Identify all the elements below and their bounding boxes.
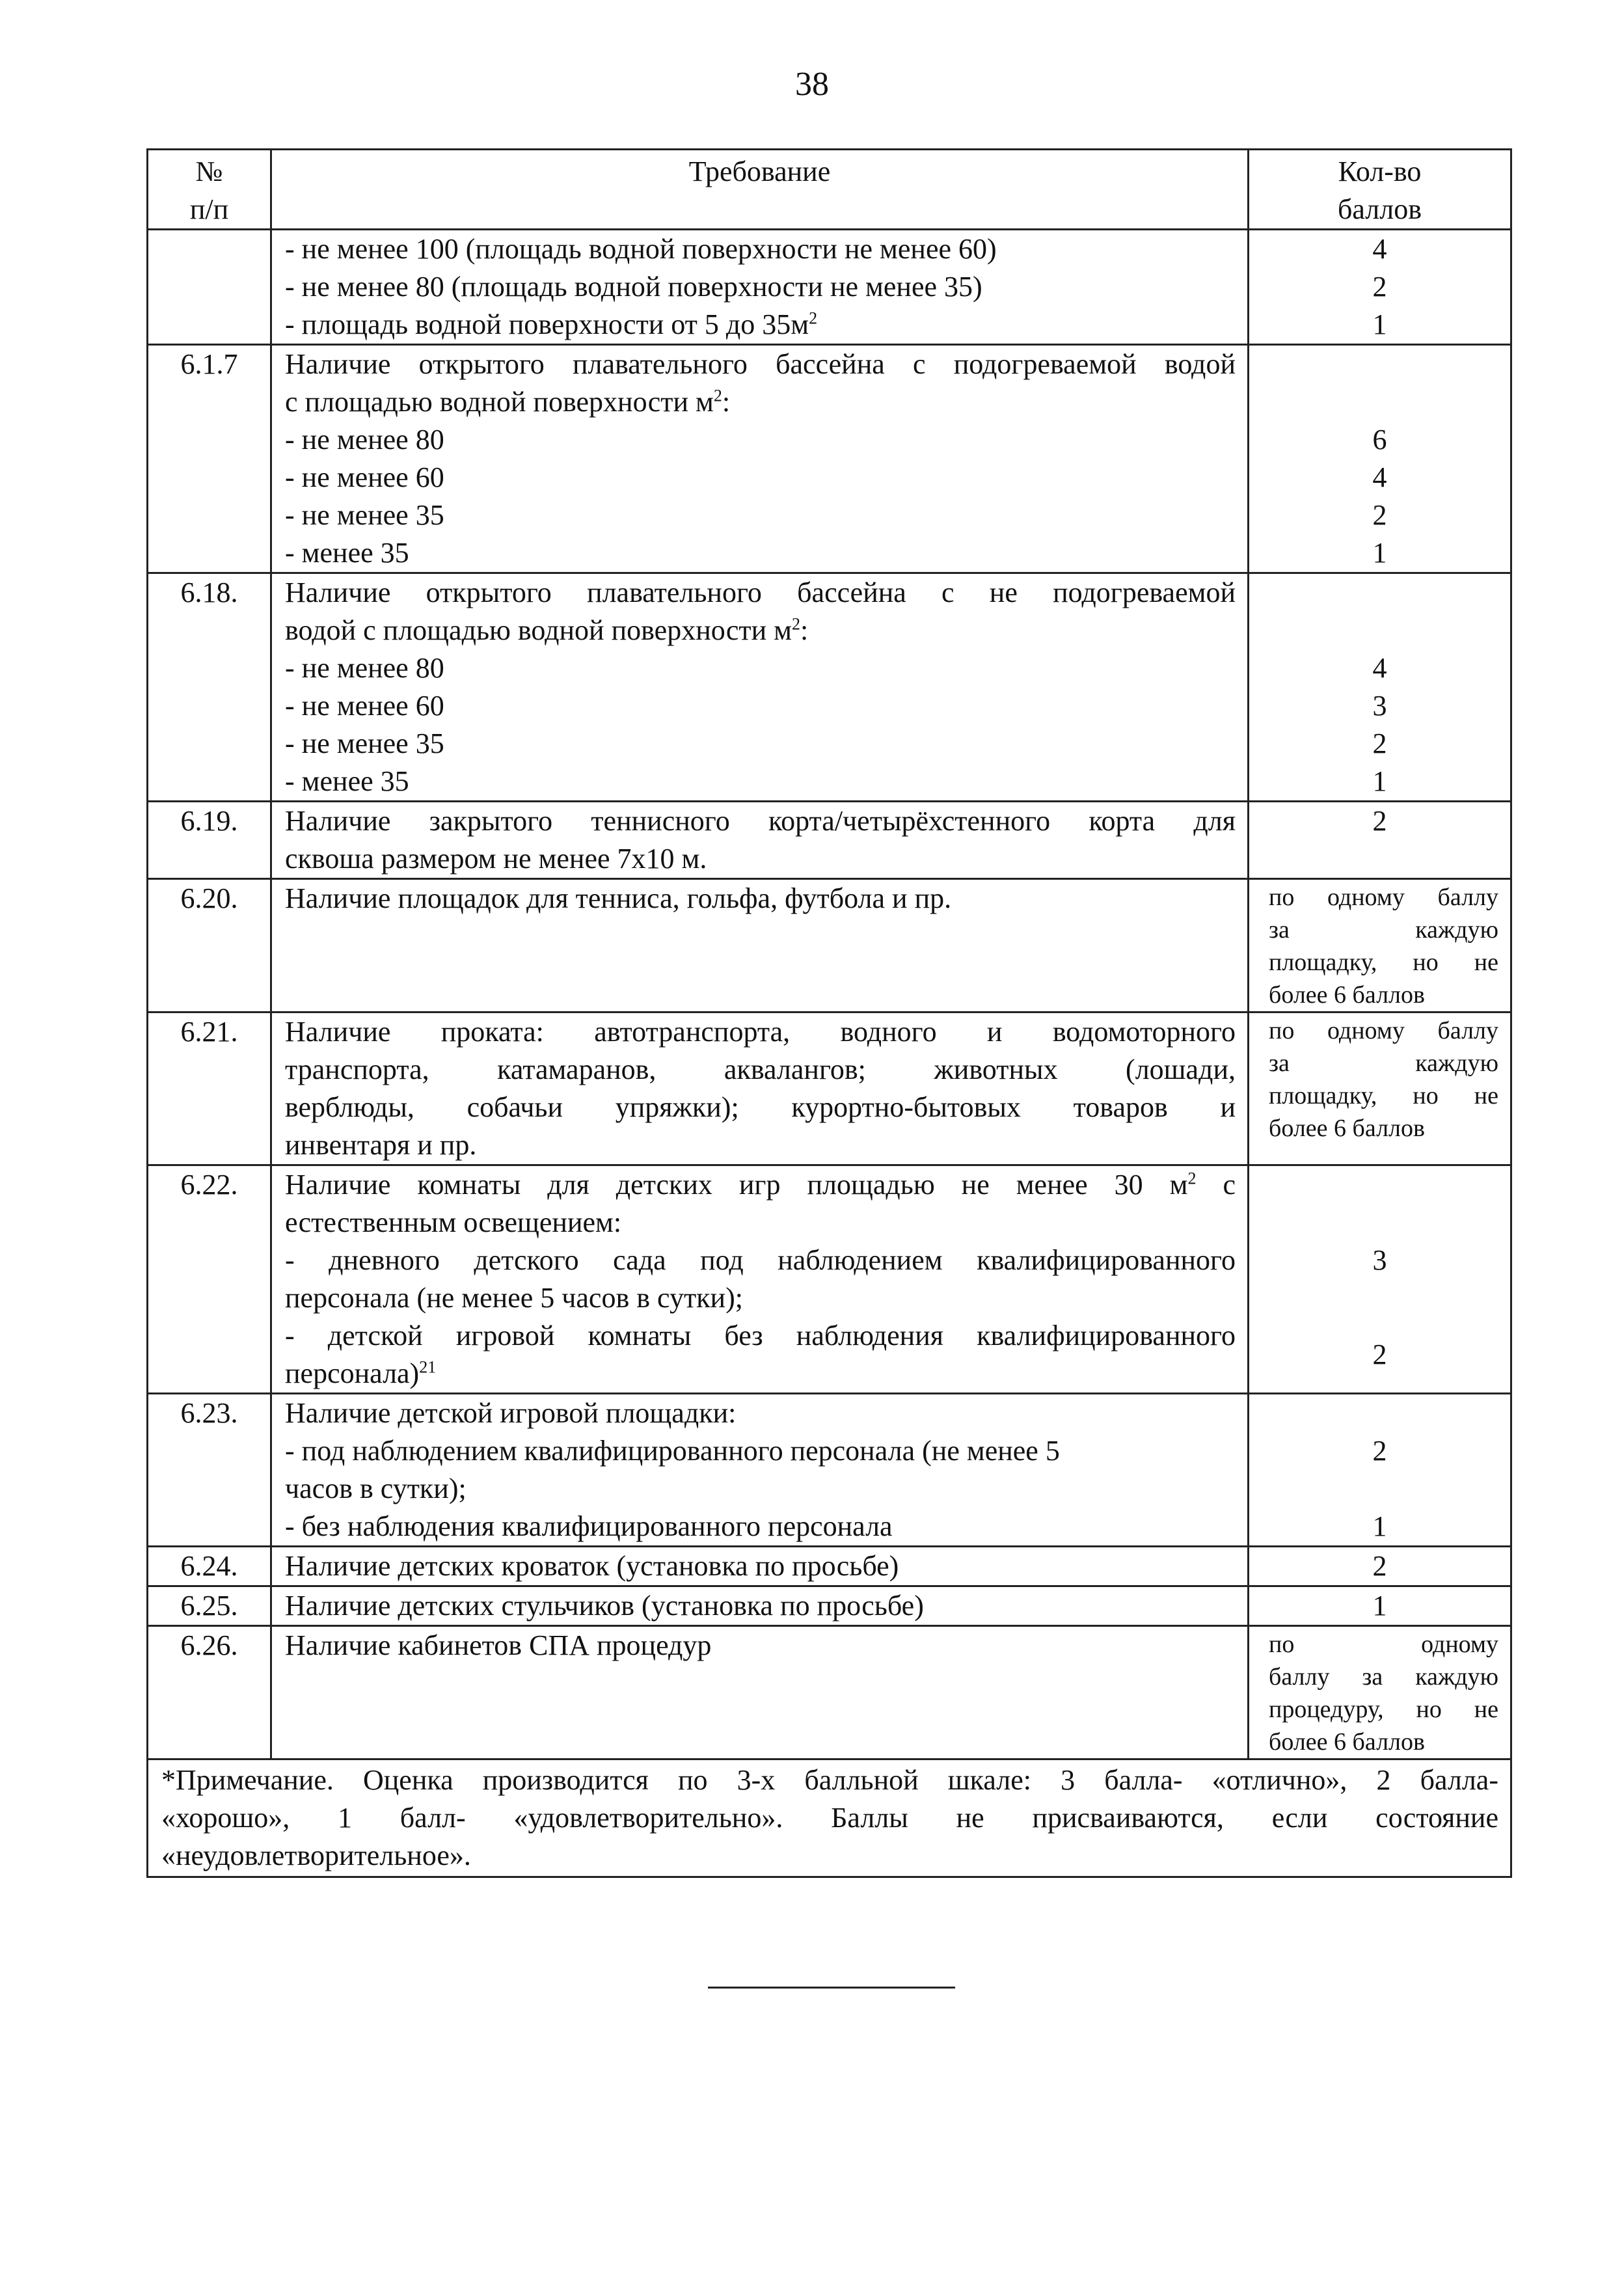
row-number-cell: 6.23. (148, 1394, 271, 1547)
requirement-line: - детской игровой комнаты без наблюдения квалифицированного (285, 1320, 1236, 1352)
row-points-cell (1249, 1165, 1511, 1394)
points-text-line: по одному (1269, 1631, 1498, 1658)
requirement-line: естественным освещением: (285, 1206, 622, 1238)
points-value: 2 (1372, 805, 1387, 837)
points-value: 1 (1372, 765, 1387, 797)
row-number-cell: 6.22. (148, 1165, 271, 1394)
note-line: «неудовлетворительное». (161, 1840, 471, 1871)
points-text-line: площадку, но не (1269, 949, 1498, 976)
table-row (148, 1394, 1511, 1547)
row-number-cell: 6.26. (148, 1626, 271, 1759)
requirement-line: - не менее 80 (площадь водной поверхности не менее 35) (285, 271, 982, 303)
superscript: 2 (791, 614, 800, 634)
requirement-line: сквоша размером не менее 7х10 м. (285, 843, 707, 875)
points-text-line: за каждую (1269, 1050, 1498, 1077)
row-requirement-cell (271, 573, 1249, 802)
requirement-line: - не менее 35 (285, 499, 444, 531)
points-text-line: более 6 баллов (1269, 1115, 1425, 1142)
row-requirement-cell (271, 230, 1249, 345)
requirement-line: верблюды, собачьи упряжки); курортно-бытовых товаров и (285, 1091, 1236, 1123)
requirement-line: с площадью водной поверхности $м^2$: (285, 386, 731, 418)
requirement-line: водой с площадью водной поверхности $м^2$: (285, 614, 809, 646)
row-number-cell: 6.1.7 (148, 345, 271, 573)
row-number-cell (148, 230, 271, 345)
row-points-cell (1249, 802, 1511, 879)
footnote-ref: 21 (419, 1357, 437, 1377)
points-text-line: баллу за каждую (1269, 1663, 1498, 1691)
points-text-line: более 6 баллов (1269, 1728, 1425, 1756)
header-points-cell (1249, 150, 1511, 230)
row-points-cell (1249, 879, 1511, 1012)
points-value: 1 (1372, 1510, 1387, 1542)
points-value: 2 (1372, 1435, 1387, 1467)
superscript: 2 (1187, 1169, 1197, 1188)
points-value: 3 (1372, 690, 1387, 722)
row-points-cell: 2 (1249, 1547, 1511, 1586)
header-number-cell (148, 150, 271, 230)
requirement-line: Наличие проката: автотранспорта, водного и водомоторного (285, 1016, 1236, 1048)
row-points-cell (1249, 1394, 1511, 1547)
row-number-cell: 6.25. (148, 1586, 271, 1626)
requirement-line: Наличие комнаты для детских игр площадью не менее 30 $м^2$ с (285, 1169, 1236, 1201)
row-points-cell: 1 (1249, 1586, 1511, 1626)
requirement-line: Наличие кабинетов СПА процедур (285, 1629, 712, 1661)
requirement-line: - под наблюдением квалифицированного персонала (не менее 5 (285, 1435, 1060, 1467)
requirement-line: - менее 35 (285, 537, 409, 569)
row-points-cell (1249, 345, 1511, 573)
row-points-cell (1249, 230, 1511, 345)
row-requirement-cell (271, 879, 1249, 1012)
row-requirement-cell: Наличие детских кроваток (установка по просьбе) (271, 1547, 1249, 1586)
table-row (148, 345, 1511, 573)
points-value: 1 (1372, 308, 1387, 340)
requirement-line: персонала)$^{21}$ (285, 1357, 437, 1389)
requirement-line: часов в сутки); (285, 1473, 467, 1504)
points-value: 4 (1372, 652, 1387, 684)
requirement-line: - не менее 80 (285, 424, 444, 455)
header-requirement-label: Требование (688, 156, 831, 187)
requirement-line: Наличие открытого плавательного бассейна с подогреваемой водой (285, 348, 1236, 380)
points-text-line: по одному баллу (1269, 1017, 1498, 1044)
header-number-sublabel: п/п (189, 193, 229, 225)
table-row (148, 879, 1511, 1012)
points-value: 2 (1372, 727, 1387, 759)
points-value: 4 (1372, 461, 1387, 493)
requirement-line: транспорта, катамаранов, аквалангов; животных (лошади, (285, 1053, 1236, 1085)
requirement-line: персонала (не менее 5 часов в сутки); (285, 1282, 743, 1314)
table-row (148, 1165, 1511, 1394)
points-value: 2 (1372, 271, 1387, 303)
row-points-cell (1249, 573, 1511, 802)
row-requirement-cell (271, 1394, 1249, 1547)
points-value: 1 (1372, 537, 1387, 569)
requirement-line: - не менее 35 (285, 727, 444, 759)
requirement-line: Наличие закрытого теннисного корта/четырёхстенного корта для (285, 805, 1236, 837)
table-row (148, 1586, 1511, 1626)
table-row (148, 573, 1511, 802)
table-row (148, 230, 1511, 345)
requirement-line: Наличие площадок для тенниса, гольфа, футбола и пр. (285, 882, 952, 914)
note-line: «хорошо», 1 балл- «удовлетворительно». Баллы не присваиваются, если состояние (161, 1802, 1498, 1834)
row-requirement-cell (271, 345, 1249, 573)
table-row (148, 1626, 1511, 1759)
superscript: 2 (809, 308, 818, 328)
table-note-row (148, 1759, 1511, 1877)
header-number-label: № (195, 156, 223, 187)
requirement-line: Наличие открытого плавательного бассейна с не подогреваемой (285, 577, 1236, 608)
table-row (148, 1012, 1511, 1165)
footnote-separator (708, 1987, 955, 1989)
points-text-line: площадку, но не (1269, 1082, 1498, 1109)
row-number-cell: 6.24. (148, 1547, 271, 1586)
requirement-line: - площадь водной поверхности от 5 до $35м^2$ (285, 308, 818, 340)
points-value: 2 (1372, 499, 1387, 531)
points-text-line: более 6 баллов (1269, 981, 1425, 1009)
requirement-line: Наличие детской игровой площадки: (285, 1397, 737, 1429)
header-requirement-cell (271, 150, 1249, 230)
requirement-line: - без наблюдения квалифицированного персонала (285, 1510, 893, 1542)
requirements-table (146, 148, 1512, 1878)
row-number-cell: 6.21. (148, 1012, 271, 1165)
requirement-line: - менее 35 (285, 765, 409, 797)
requirement-line: - не менее 80 (285, 652, 444, 684)
header-points-label: Кол-во (1338, 156, 1422, 187)
requirement-line: инвентаря и пр. (285, 1129, 477, 1161)
page-number: 38 (795, 66, 829, 103)
header-points-sublabel: баллов (1338, 193, 1422, 225)
row-number-cell: 6.18. (148, 573, 271, 802)
requirement-line: - не менее 60 (285, 461, 444, 493)
row-points-cell (1249, 1012, 1511, 1165)
requirement-line: - не менее 60 (285, 690, 444, 722)
row-requirement-cell (271, 802, 1249, 879)
table-header-row (148, 150, 1511, 230)
row-requirement-cell (271, 1626, 1249, 1759)
points-text-line: за каждую (1269, 916, 1498, 944)
row-points-cell (1249, 1626, 1511, 1759)
row-number-cell: 6.19. (148, 802, 271, 879)
requirement-line: - дневного детского сада под наблюдением квалифицированного (285, 1244, 1236, 1276)
points-value: 6 (1372, 424, 1387, 455)
row-requirement-cell: Наличие детских стульчиков (установка по просьбе) (271, 1586, 1249, 1626)
row-number-cell: 6.20. (148, 879, 271, 1012)
table-row (148, 802, 1511, 879)
table-row (148, 1547, 1511, 1586)
note-cell (148, 1759, 1511, 1877)
superscript: 2 (713, 386, 722, 405)
points-text-line: по одному баллу (1269, 884, 1498, 911)
row-requirement-cell (271, 1165, 1249, 1394)
note-line: *Примечание. Оценка производится по 3-х балльной шкале: 3 балла- «отлично», 2 балла- (161, 1764, 1498, 1796)
points-value: 2 (1372, 1338, 1387, 1370)
row-requirement-cell (271, 1012, 1249, 1165)
points-text-line: процедуру, но не (1269, 1696, 1498, 1723)
points-value: 4 (1372, 233, 1387, 265)
requirement-line: - не менее 100 (площадь водной поверхности не менее 60) (285, 233, 997, 265)
points-value: 3 (1372, 1244, 1387, 1276)
